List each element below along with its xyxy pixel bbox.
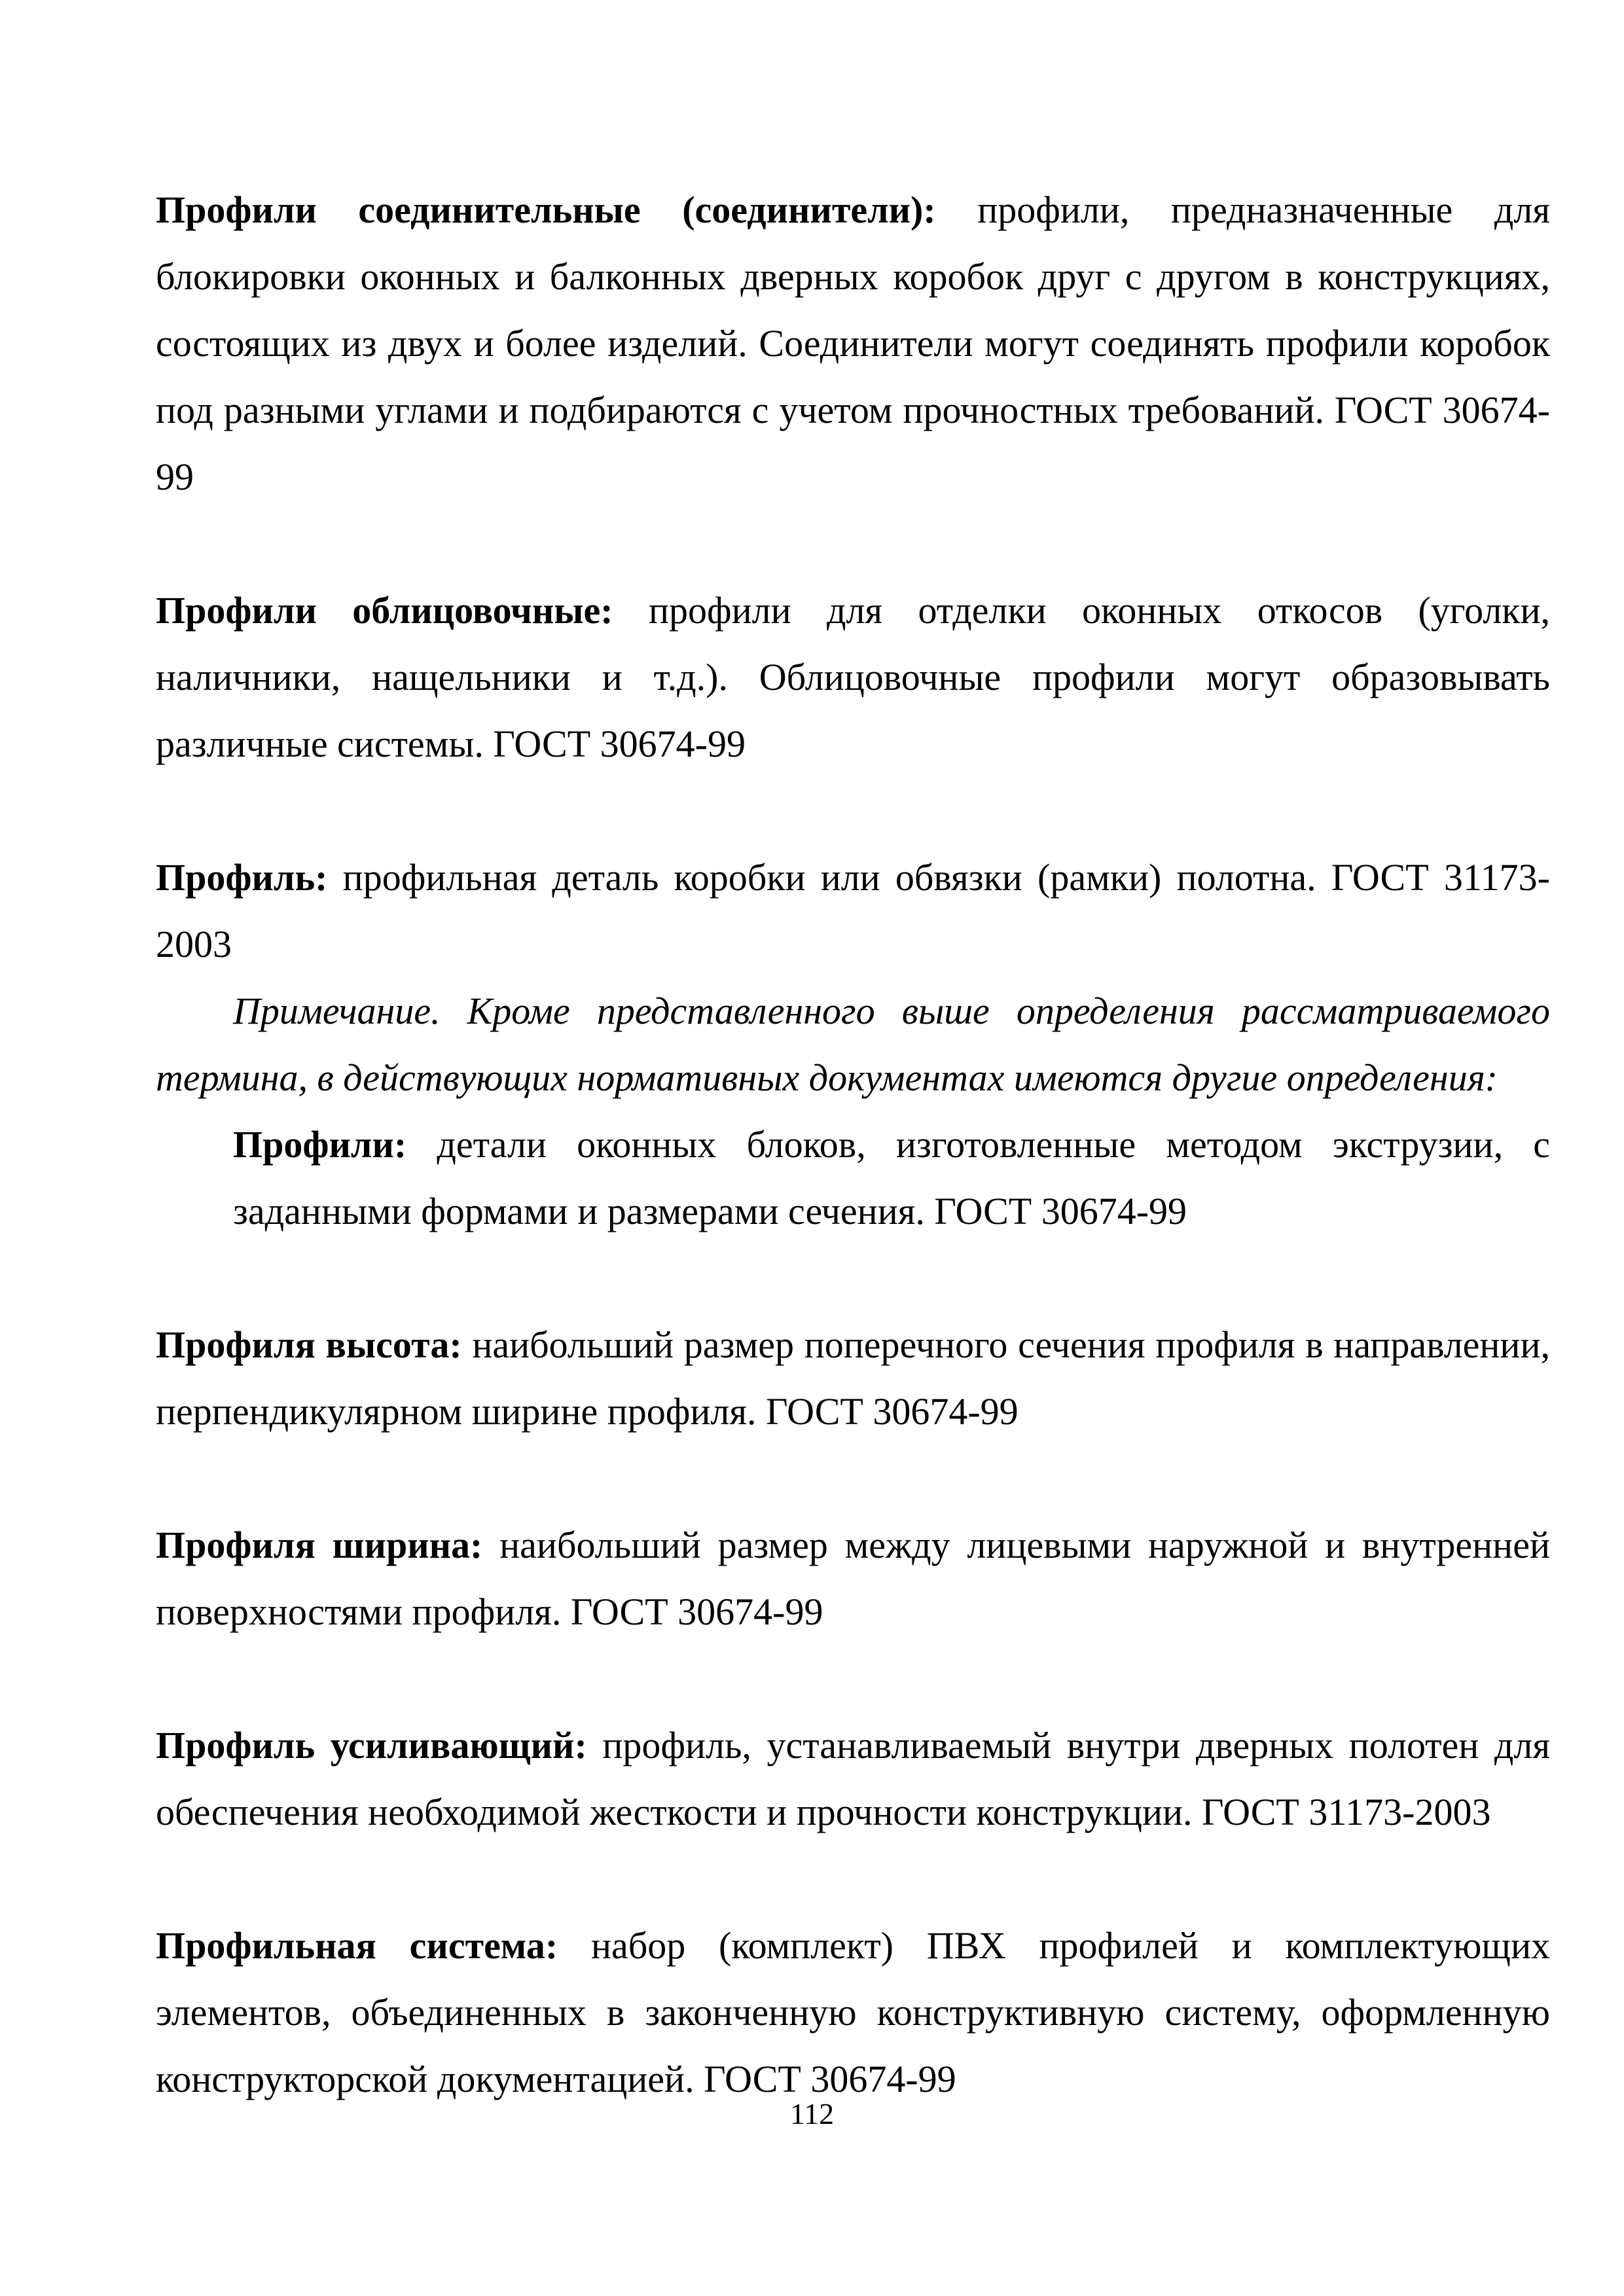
entry-definition: профильная деталь коробки или обвязки (рамки) полотна. ГОСТ 31173-2003 bbox=[156, 856, 1550, 965]
entry-profil-usilivayushchiy bbox=[156, 1712, 1550, 1846]
entry-term: Профиль усиливающий: bbox=[156, 1724, 587, 1767]
entry-profil bbox=[156, 844, 1550, 978]
entry-definition: профили для отделки оконных откосов (уголки, наличники, нащельники и т.д.). Облицовочные профили могут образовывать различные системы. ГОСТ 30674-99 bbox=[156, 589, 1550, 765]
entry-note: Примечание. Кроме представленного выше определения рассматриваемого термина, в действующих нормативных документах имеются другие определения: bbox=[156, 990, 1550, 1099]
entry-definition: профиль, устанавливаемый внутри дверных полотен для обеспечения необходимой жесткости и прочности конструкции. ГОСТ 31173-2003 bbox=[156, 1724, 1550, 1833]
entry-alternate-definition bbox=[156, 1111, 1550, 1245]
entry-profilya-shirina bbox=[156, 1512, 1550, 1645]
paragraph-gap bbox=[156, 1645, 1550, 1712]
paragraph-gap bbox=[156, 1445, 1550, 1512]
entry-term: Профили соединительные (соединители): bbox=[156, 188, 936, 231]
entry-sub-term: Профили: bbox=[233, 1123, 407, 1166]
entry-definition: наибольший размер между лицевыми наружной и внутренней поверхностями профиля. ГОСТ 30674-99 bbox=[156, 1524, 1550, 1633]
entry-definition: набор (комплект) ПВХ профилей и комплектующих элементов, объединенных в законченную конструктивную систему, оформленную конструкторской документацией. ГОСТ 30674-99 bbox=[156, 1924, 1550, 2100]
document-body bbox=[156, 177, 1550, 2113]
page-number: 112 bbox=[789, 2097, 835, 2130]
entry-term: Профиль: bbox=[156, 856, 328, 899]
paragraph-gap bbox=[156, 1245, 1550, 1312]
entry-profilya-vysota bbox=[156, 1312, 1550, 1445]
entry-term: Профиля высота: bbox=[156, 1323, 462, 1366]
entry-profili-soedinitelnye bbox=[156, 177, 1550, 511]
entry-term: Профиля ширина: bbox=[156, 1524, 483, 1566]
entry-sub-definition: детали оконных блоков, изготовленные методом экструзии, с заданными формами и размерами сечения. ГОСТ 30674-99 bbox=[233, 1123, 1550, 1232]
paragraph-gap bbox=[156, 511, 1550, 577]
entry-term: Профили облицовочные: bbox=[156, 589, 613, 632]
paragraph-gap bbox=[156, 1846, 1550, 1912]
entry-definition: профили, предназначенные для блокировки оконных и балконных дверных коробок друг с другом в конструкциях, состоящих из двух и более изделий. Соединители могут соединять профили коробок под разными углами и подбираются с учетом прочностных требований. ГОСТ 30674-99 bbox=[156, 188, 1550, 498]
entry-profili-oblitsovochnye bbox=[156, 577, 1550, 778]
entry-profilnaya-sistema bbox=[156, 1912, 1550, 2113]
entry-definition: наибольший размер поперечного сечения профиля в направлении, перпендикулярном ширине профиля. ГОСТ 30674-99 bbox=[156, 1323, 1550, 1433]
paragraph-gap bbox=[156, 778, 1550, 844]
entry-term: Профильная система: bbox=[156, 1924, 558, 1967]
